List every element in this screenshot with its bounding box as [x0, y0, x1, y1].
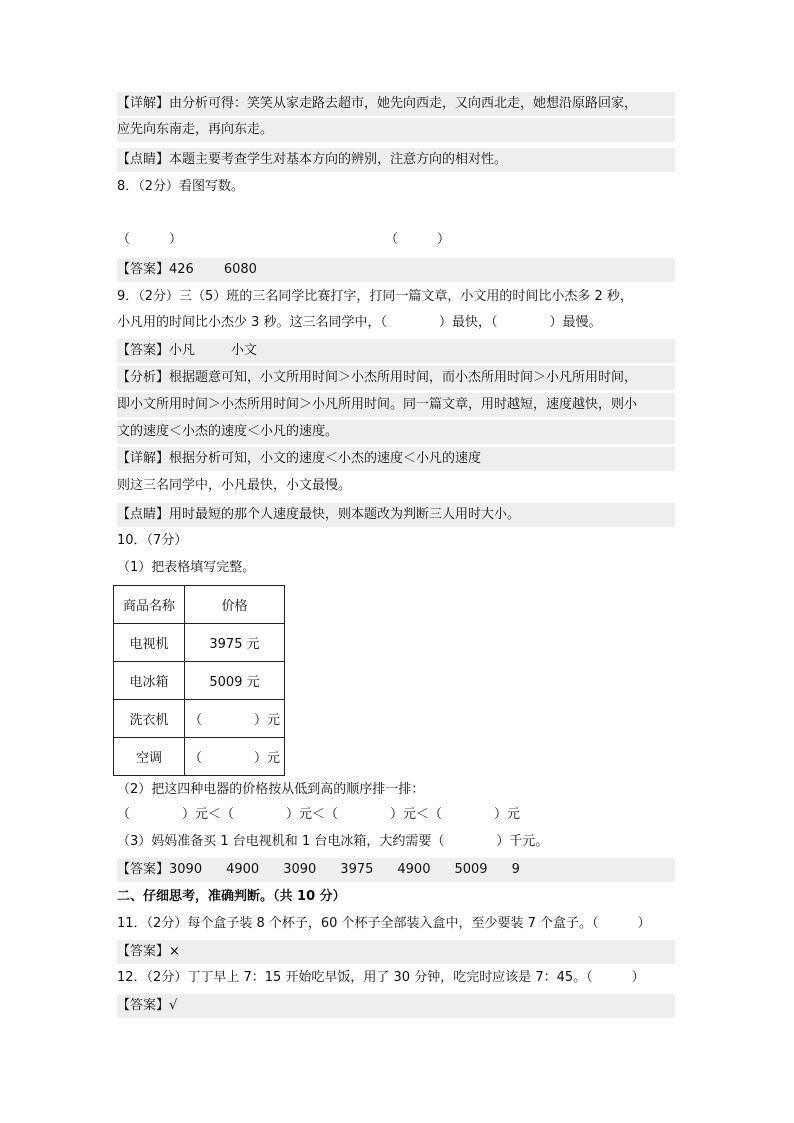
table-header: 商品名称 [114, 586, 185, 624]
answer-label: 【答案】 [117, 262, 170, 277]
q9-text-line-2: 小凡用的时间比小杰少 3 秒。这三名同学中，（ ）最快，（ ）最慢。 [117, 315, 602, 330]
table-header: 价格 [185, 586, 285, 624]
q8-blank-right: （ ） [385, 232, 451, 247]
answer-value: 3090 [283, 862, 317, 877]
q9-detail-line-2: 则这三名同学中，小凡最快，小文最慢。 [117, 478, 352, 493]
table-cell: 空调 [114, 738, 185, 776]
answer-value: 6080 [223, 262, 257, 277]
answer-label: 【答案】 [117, 343, 170, 358]
q10-part2-blanks: （ ）元＜（ ）元＜（ ）元＜（ ）元 [117, 807, 521, 822]
q11-text: 11．（2分）每个盒子装 8 个杯子，60 个杯子全部装入盒中，至少要装 7 个盒子。（ ） [117, 916, 651, 931]
table-row [114, 662, 285, 700]
q9-tip: 【点睛】用时最短的那个人速度最快，则本题改为判断三人用时大小。 [117, 503, 675, 527]
q9-text-line-1: 9．（2分）三（5）班的三名同学比赛打字，打同一篇文章，小文用的时间比小杰多 2 秒， [117, 289, 633, 304]
table-cell: 5009 元 [185, 662, 285, 700]
q10-part1: （1）把表格填写完整。 [117, 560, 256, 575]
answer-value: 9 [511, 862, 520, 877]
q10-part2: （2）把这四种电器的价格按从低到高的顺序排一排： [117, 782, 425, 797]
section-2-title: 二、仔细思考，准确判断。（共 10 分） [117, 889, 346, 904]
q10-title: 10．（7分） [117, 533, 188, 548]
q9-analysis-line-1: 【分析】根据题意可知，小文所用时间＞小杰所用时间，而小杰所用时间＞小凡所用时间， [117, 366, 675, 390]
table-row [114, 624, 285, 662]
q9-answer [117, 339, 675, 363]
table-cell: 3975 元 [185, 624, 285, 662]
q7-tip: 【点睛】本题主要考查学生对基本方向的辨别，注意方向的相对性。 [117, 148, 675, 172]
table-cell: （ ）元 [185, 738, 285, 776]
table-row [114, 700, 285, 738]
table-cell: 洗衣机 [114, 700, 185, 738]
q7-detail-line-2: 应先向东南走，再向东走。 [117, 118, 675, 142]
table-row [114, 738, 285, 776]
answer-value: 3975 [340, 862, 374, 877]
answer-value: 3090 [169, 862, 203, 877]
q12-answer: 【答案】√ [117, 994, 675, 1018]
q8-title: 8．（2分）看图写数。 [117, 179, 245, 194]
q7-detail-line-1: 【详解】由分析可得：笑笑从家走路去超市，她先向西走，又向西北走，她想沿原路回家， [117, 92, 675, 116]
answer-value: 小文 [231, 343, 258, 358]
table-cell: （ ）元 [185, 700, 285, 738]
q10-answer [117, 858, 675, 882]
table-header-row [114, 586, 285, 624]
answer-value: 小凡 [169, 343, 196, 358]
q9-detail-line-1: 【详解】根据分析可知，小文的速度＜小杰的速度＜小凡的速度 [117, 447, 675, 471]
answer-label: 【答案】 [117, 862, 170, 877]
table-cell: 电视机 [114, 624, 185, 662]
answer-value: 5009 [454, 862, 488, 877]
answer-value: 4900 [226, 862, 260, 877]
answer-value: 4900 [397, 862, 431, 877]
q9-analysis-line-2: 即小文所用时间＞小杰所用时间＞小凡所用时间。同一篇文章，用时越短，速度越快，则小 [117, 393, 675, 417]
table-cell: 电冰箱 [114, 662, 185, 700]
q8-answer [117, 258, 675, 282]
q11-answer: 【答案】× [117, 940, 675, 964]
q9-analysis-line-3: 文的速度＜小杰的速度＜小凡的速度。 [117, 420, 675, 444]
q10-part3: （3）妈妈准备买 1 台电视机和 1 台电冰箱，大约需要（ ）千元。 [117, 834, 549, 849]
answer-value: 426 [169, 262, 194, 277]
price-table [113, 585, 285, 776]
q12-text: 12．（2分）丁丁早上 7：15 开始吃早饭，用了 30 分钟，吃完时应该是 7：45。（ ） [117, 970, 645, 985]
q8-blank-left: （ ） [117, 232, 183, 247]
